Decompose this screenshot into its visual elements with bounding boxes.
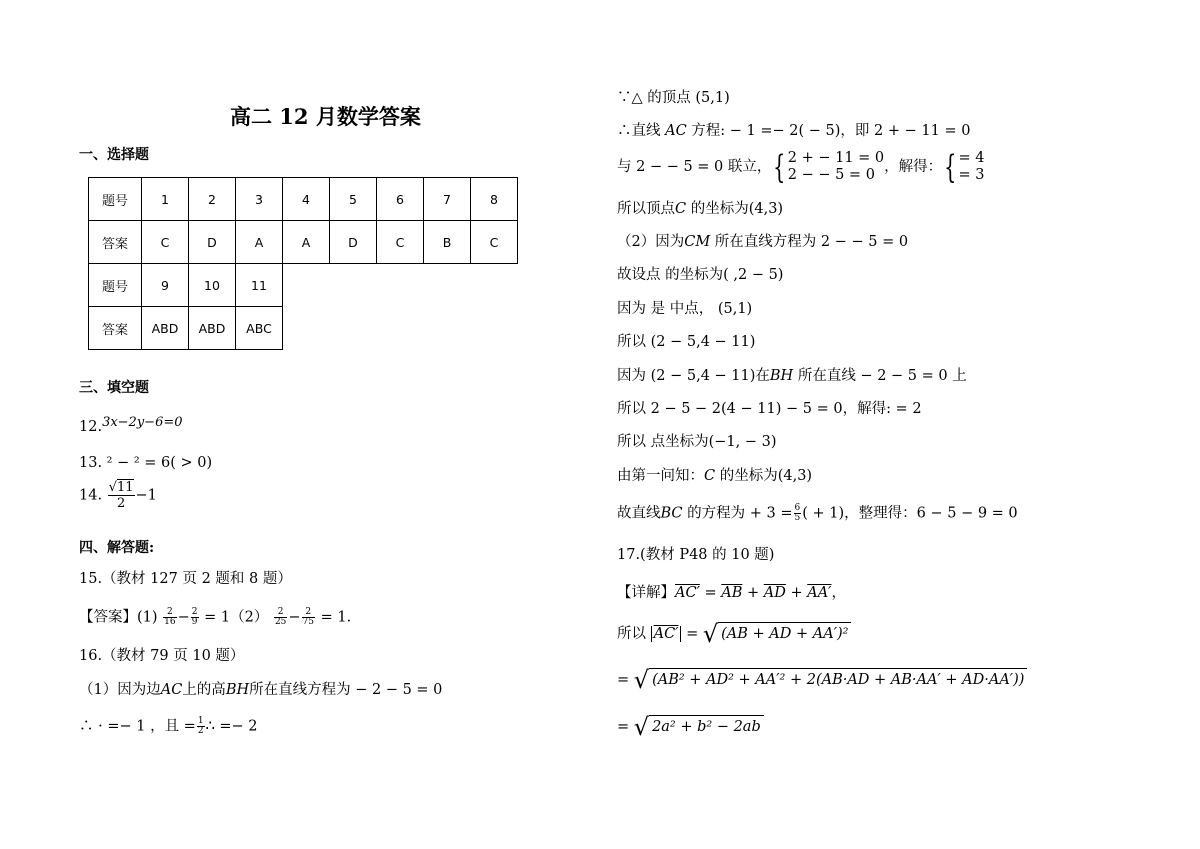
fraction: $\frac{√11}{2}$ xyxy=(108,480,134,511)
radicand: 2a² + b² − 2ab xyxy=(649,715,764,736)
solution-line: 所以 点坐标为(−1, − 3) xyxy=(617,434,777,450)
table-cell: 答案 xyxy=(89,307,142,350)
table-cell: C xyxy=(471,221,518,264)
solution-line: 所以顶点C 的坐标为(4,3) xyxy=(617,201,784,217)
table-cell: ABD xyxy=(189,307,236,350)
formula-tail: −1 xyxy=(135,487,157,504)
solution-line: （2）因为CM 所在直线方程为 2 − − 5 = 0 xyxy=(617,234,909,250)
question-17: 17.(教材 P48 的 10 题) xyxy=(617,547,775,563)
table-cell: 11 xyxy=(236,264,283,307)
table-cell: 6 xyxy=(377,178,424,221)
magnitude: AC′ xyxy=(651,626,682,642)
solution-16-line1: （1）因为边AC上的高BH所在直线方程为 − 2 − 5 = 0 xyxy=(79,682,443,698)
sqrt-icon: √ xyxy=(633,666,650,694)
section-choice-heading: 一、选择题 xyxy=(79,147,149,163)
table-cell: B xyxy=(424,221,471,264)
solution-line: 因为 是 中点， (5,1) xyxy=(617,301,753,317)
answer-12 xyxy=(79,415,183,437)
table-row xyxy=(89,264,518,307)
table-cell: 8 xyxy=(471,178,518,221)
table-cell: 1 xyxy=(142,178,189,221)
table-cell: 答案 xyxy=(89,221,142,264)
answer-table xyxy=(88,177,518,350)
solution-line: 因为 (2 − 5,4 − 11)在BH 所在直线 − 2 − 5 = 0 上 xyxy=(617,368,967,384)
table-cell: A xyxy=(236,221,283,264)
solution-line: 所以 2 − 5 − 2(4 − 11) − 5 = 0，解得: = 2 xyxy=(617,401,922,417)
table-cell: 2 xyxy=(189,178,236,221)
solution-line: 与 2 − − 5 = 0 联立，{ 2 + − 11 = 0 2 − − 5 = 0 ，解得：{ = 4 = 3 xyxy=(617,148,985,186)
radicand: (AB + AD + AA′)² xyxy=(718,622,851,643)
table-cell: 5 xyxy=(330,178,377,221)
formula: 3x−2y−6=0 xyxy=(102,415,183,430)
denominator: 2 xyxy=(116,496,126,511)
sqrt-icon: √ xyxy=(633,713,650,741)
page-title: 高二 12 月数学答案 xyxy=(230,104,421,129)
fraction: $\frac{6}{5}$ xyxy=(794,503,801,523)
answer-number: 13. xyxy=(79,455,103,471)
equation-solution: = 4 = 3 xyxy=(958,150,985,183)
fraction: $\frac{2}{25}$ xyxy=(274,607,287,627)
fraction: $\frac{2}{9}$ xyxy=(191,607,198,627)
table-cell: 题号 xyxy=(89,264,142,307)
solution-line: 由第一问知：C 的坐标为(4,3) xyxy=(617,468,813,484)
table-cell: D xyxy=(330,221,377,264)
solution-16-line2: ∴ · =− 1 ，且 = $\frac{1}{2}$ ∴ =− 2 xyxy=(79,716,258,736)
brace-icon: { xyxy=(773,148,786,186)
equation-system: 2 + − 11 = 0 2 − − 5 = 0 xyxy=(787,150,885,183)
solution-line: 所以 AC′ = √ (AB + AD + AA′)² xyxy=(617,622,851,643)
answer-14 xyxy=(79,480,157,511)
radicand: (AB² + AD² + AA′² + 2(AB·AD + AB·AA′ + AD·AA′)) xyxy=(649,668,1027,689)
answer-15: 【答案】(1) $\frac{2}{16}$ − $\frac{2}{9}$ = 1（2） $\frac{2}{25}$ − $\frac{2}{75}$ = 1. xyxy=(79,607,352,627)
table-cell: D xyxy=(189,221,236,264)
solution-line: ∵△ 的顶点 (5,1) xyxy=(617,90,730,106)
table-row xyxy=(89,221,518,264)
table-row xyxy=(89,178,518,221)
table-cell: ABC xyxy=(236,307,283,350)
solution-line: 【详解】$AC' = \overline{AB} + \overline{AD} + AA'$， xyxy=(617,585,846,601)
table-cell: ABD xyxy=(142,307,189,350)
solution-line: 故设点 的坐标为( ,2 − 5) xyxy=(617,267,784,283)
answer-number: 12. xyxy=(79,419,103,435)
table-cell: 3 xyxy=(236,178,283,221)
solution-line: = √ (AB² + AD² + AA′² + 2(AB·AD + AB·AA′ + AD·AA′)) xyxy=(617,668,1027,689)
sqrt-icon: √ xyxy=(702,620,719,648)
question-16: 16.（教材 79 页 10 题） xyxy=(79,648,245,664)
section-fill-heading: 三、填空题 xyxy=(79,380,149,396)
formula: ² − ² = 6( > 0) xyxy=(106,455,213,471)
table-cell: 10 xyxy=(189,264,236,307)
table-cell: C xyxy=(142,221,189,264)
section-solve-heading: 四、解答题: xyxy=(79,540,155,556)
fraction: $\frac{1}{2}$ xyxy=(197,716,204,736)
solution-line: = √ 2a² + b² − 2ab xyxy=(617,715,764,736)
question-15: 15.（教材 127 页 2 题和 8 题） xyxy=(79,571,292,587)
fraction: $\frac{2}{16}$ xyxy=(164,607,176,627)
table-cell: A xyxy=(283,221,330,264)
table-cell: 9 xyxy=(142,264,189,307)
solution-line: 故直线BC 的方程为 + 3 = $\frac{6}{5}$ ( + 1)，整理得：6 − 5 − 9 = 0 xyxy=(617,503,1018,523)
table-cell: 7 xyxy=(424,178,471,221)
table-cell: 题号 xyxy=(89,178,142,221)
radicand: 11 xyxy=(116,480,134,495)
solution-line: ∴直线 AC 方程: − 1 =− 2( − 5)，即 2 + − 11 = 0 xyxy=(617,123,971,139)
table-cell: 4 xyxy=(283,178,330,221)
solution-line: 所以 (2 − 5,4 − 11) xyxy=(617,334,756,350)
answer-label: 【答案】(1) xyxy=(79,609,158,626)
fraction: $\frac{2}{75}$ xyxy=(302,607,314,627)
answer-number: 14. xyxy=(79,487,103,504)
table-row xyxy=(89,307,518,350)
brace-icon: { xyxy=(944,148,957,186)
answer-13 xyxy=(79,454,212,472)
table-cell: C xyxy=(377,221,424,264)
